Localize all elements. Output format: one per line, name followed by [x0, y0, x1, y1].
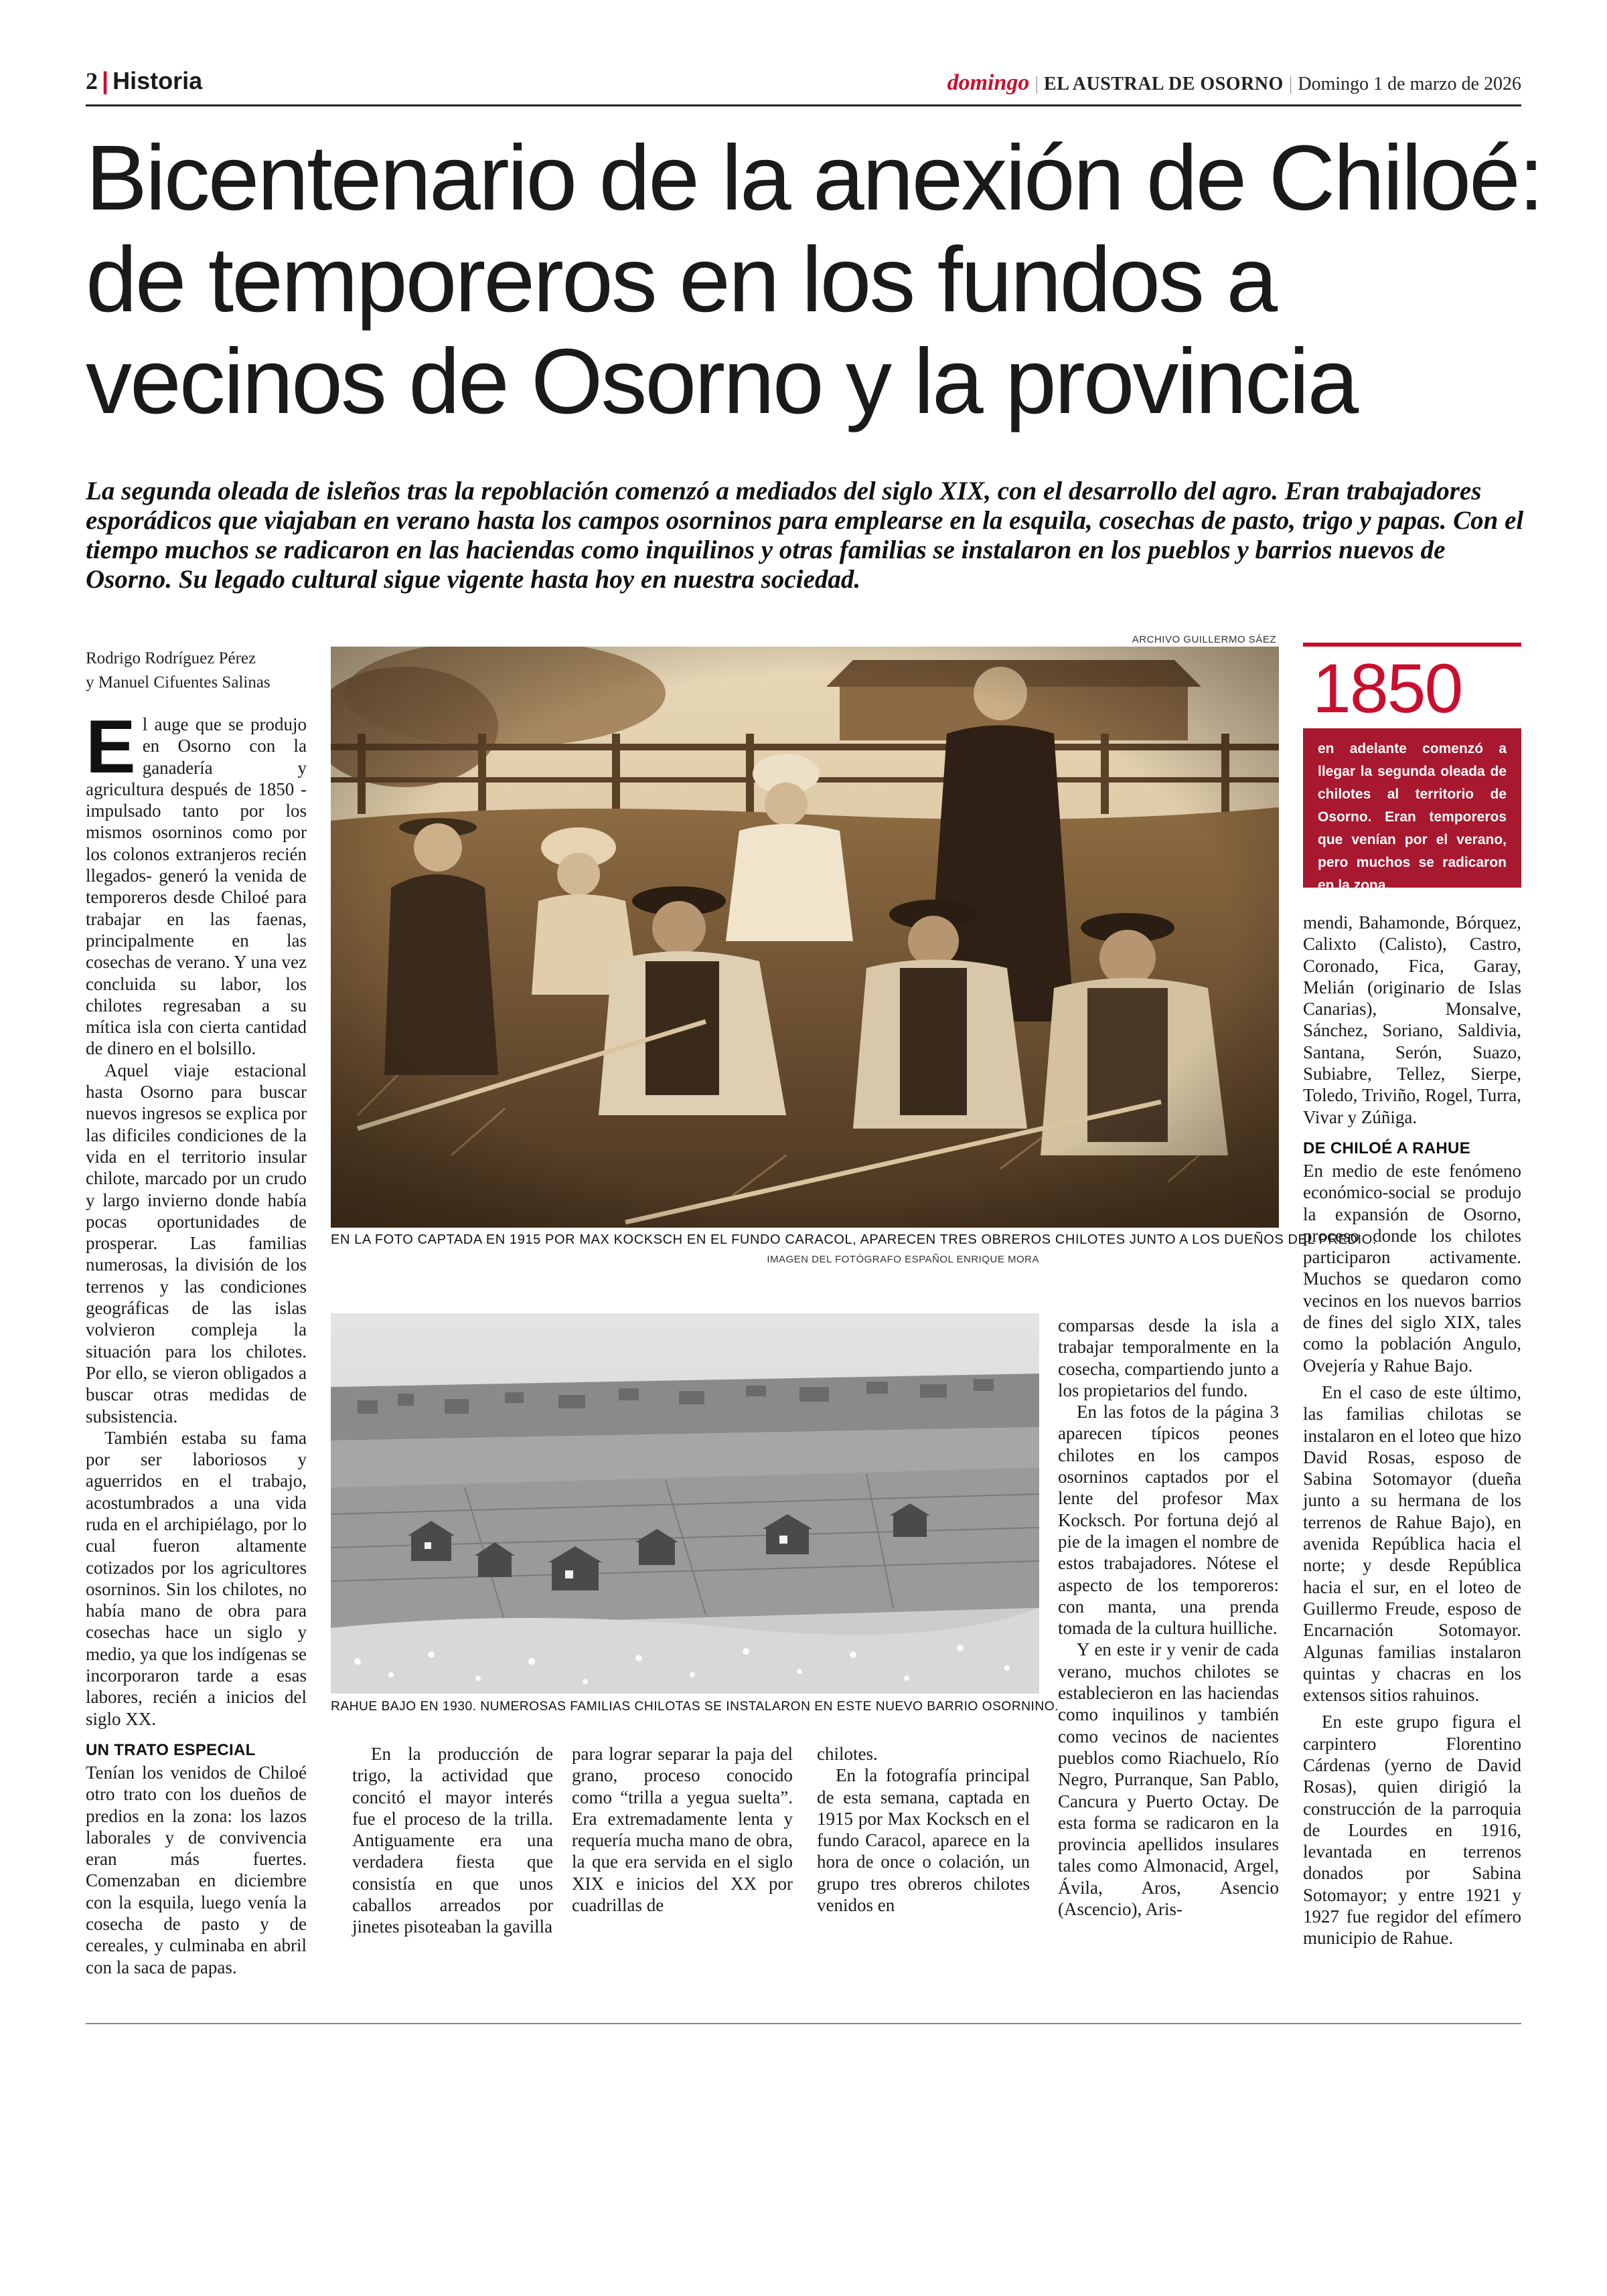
author-name: Rodrigo Rodríguez Pérez [86, 649, 256, 667]
paragraph: En la fotografía principal de esta semana, captada en 1915 por Max Kocksch en el fundo Caracol, aparece en la hora de once o colación, un grupo tres obreros chilotes venidos en [817, 1765, 1030, 1916]
subheading: DE CHILOÉ A RAHUE [1303, 1139, 1470, 1157]
sepia-photograph [331, 647, 1279, 1228]
photo-rahue-1930 [331, 1313, 1039, 1694]
paragraph: l auge que se produjo en Osorno con la ganadería y agricultura después de 1850 -impulsado tanto por los mismos osorninos como por los colonos extranjeros recién llegados- generó la venida de temporeros desde Chiloé para trabajar en las faenas, principalmente en las cosechas de verano. Y una vez concluida su labor, los chilotes regresaban a su mítica isla con cierta cantidad de dinero en el bolsillo. [86, 714, 307, 1059]
paragraph: En este grupo figura el carpintero Florentino Cárdenas (yerno de David Rosas), quien dirigió la construcción de la parroquia de Lourdes en 1916, levantada en terrenos donados por Sabina Sotomayor; y entre 1921 y 1927 fue regidor del efímero municipio de Rahue. [1303, 1712, 1521, 1949]
drop-cap: E [86, 705, 136, 789]
newspaper-name: EL AUSTRAL DE OSORNO [1044, 74, 1284, 94]
article-column-5 [1058, 1315, 1279, 1920]
section-name: Historia [112, 67, 203, 94]
section-label [86, 64, 202, 98]
publication-info [947, 70, 1521, 98]
subheading: UN TRATO ESPECIAL [86, 1740, 256, 1759]
header-rule [86, 104, 1521, 106]
photo-caption: RAHUE BAJO EN 1930. NUMEROSAS FAMILIAS CHILOTAS SE INSTALARON EN ESTE NUEVO BARRIO OSORNINO. [331, 1700, 1059, 1714]
folio-divider: | [102, 67, 109, 94]
paragraph: En las fotos de la página 3 aparecen típicos peones chilotes en los campos osorninos captados por el lente del profesor Max Kocksch. Por fortuna dejó al pie de la imagen el nombre de estos trabajadores. Nótese el aspecto de los temporeros: con manta, una prenda tomada de la cultura huilliche. [1058, 1402, 1279, 1639]
paragraph: Y en este ir y venir de cada verano, muchos chilotes se establecieron en las haciendas como inquilinos y también como vecinos de nacientes pueblos como Riachuelo, Río Negro, Purranque, San Pablo, Cancura y Puerto Octay. De esta forma se radicaron en la provincia apellidos insulares tales como Almonacid, Argel, Ávila, Aros, Asencio (Ascencio), Aris- [1058, 1639, 1279, 1920]
photo-credit: IMAGEN DEL FOTÓGRAFO ESPAÑOL ENRIQUE MORA [767, 1254, 1039, 1265]
paragraph: En el caso de este último, las familias chilotas se instalaron en el loteo que hizo David Rosas, esposo de Sabina Sotomayor (dueña junto a su hermana de los terrenos de Rahue Bajo), en avenida República hacia el norte; y desde República hacia el sur, en el loteo de Guillermo Freude, esposo de Encarnación Sotomayor. Algunas familias instalaron quintas y chacras en los extensos sitios rahuinos. [1303, 1382, 1521, 1706]
article-column-6 [1303, 912, 1521, 1949]
brand-name: domingo [947, 70, 1030, 95]
article-column-2 [352, 1743, 553, 1938]
article-deck: La segunda oleada de isleños tras la repoblación comenzó a mediados del siglo XIX, con el desarrollo del agro. Eran trabajadores esporádicos que viajaban en verano hasta los campos osorninos para emplearse en la esquila, cosechas de pasto, trigo y papas. Con el tiempo muchos se radicaron en las haciendas como inquilinos y otras familias se instalaron en los pueblos y barrios nuevos de Osorno. Su legado cultural sigue vigente hasta hoy en nuestra sociedad. [86, 477, 1524, 594]
article-column-4 [817, 1743, 1030, 1916]
folio-separator: | [1288, 74, 1293, 94]
paragraph: En medio de este fenómeno económico-social se produjo la expansión de Osorno, proceso donde los chilotes participaron activamente. Muchos se quedaron como vecinos en los nuevos barrios de fines del siglo XIX, tales como la población Angulo, Ovejería y Rahue Bajo. [1303, 1160, 1521, 1376]
issue-date: Domingo 1 de marzo de 2026 [1298, 74, 1521, 94]
headline-line: vecinos de Osorno y la provincia [86, 330, 1357, 433]
byline [86, 647, 340, 695]
paragraph: chilotes. [817, 1744, 878, 1764]
paragraph: comparsas desde la isla a trabajar temporalmente en la cosecha, compartiendo junto a los propietarios del fundo. [1058, 1315, 1279, 1400]
photo-harvest-1915 [331, 647, 1279, 1228]
fact-box [1303, 643, 1521, 893]
article-headline [86, 127, 1543, 433]
paragraph: para lograr separar la paja del grano, proceso conocido como “trilla a yegua suelta”. Era extremadamente lenta y requería mucha mano de obra, la que era servida en el siglo XIX e inicios del XX por cuadrillas de [572, 1744, 793, 1916]
fact-box-rule [1303, 643, 1521, 647]
article-column-1 [86, 705, 307, 1978]
page-number: 2 [86, 68, 98, 94]
folio-separator: | [1035, 74, 1039, 94]
headline-line: de temporeros en los fundos a [86, 228, 1276, 331]
photo-credit: ARCHIVO GUILLERMO SÁEZ [1132, 634, 1276, 645]
article-column-3 [572, 1743, 793, 1916]
bw-photograph [331, 1313, 1039, 1694]
fact-box-text: en adelante comenzó a llegar la segunda oleada de chilotes al territorio de Osorno. Eran temporeros que venían por el verano, pero muchos se radicaron en la zona. [1303, 728, 1521, 888]
page-folio [86, 64, 1521, 104]
paragraph: En la producción de trigo, la actividad que concitó el mayor interés fue el proceso de la trilla. Antiguamente era una verdadera fiesta que consistía en que unos caballos arreados por jinetes pisoteaban la gavilla [352, 1744, 553, 1937]
footer-rule [86, 2023, 1521, 2024]
fact-box-year: 1850 [1312, 650, 1462, 728]
paragraph: mendi, Bahamonde, Bórquez, Calixto (Calisto), Castro, Coronado, Fica, Garay, Melián (originario de Islas Canarias), Monsalve, Sánchez, Soriano, Saldivia, Santana, Serón, Suazo, Subiabre, Tellez, Sierpe, Toledo, Triviño, Rogel, Turra, Vivar y Zúñiga. [1303, 912, 1521, 1127]
headline-line: Bicentenario de la anexión de Chiloé: [86, 127, 1543, 230]
paragraph: También estaba su fama por ser laboriosos y aguerridos en el trabajo, acostumbrados a una vida ruda en el archipiélago, por lo cual fueron altamente cotizados por los agricultores osorninos. Sin los chilotes, no había mano de obra para cosechas hace un siglo y medio, ya que los indígenas se incorporaron tarde a esas labores, recién a inicios del siglo XX. [86, 1427, 307, 1729]
paragraph: Aquel viaje estacional hasta Osorno para buscar nuevos ingresos se explica por las dificiles condiciones de la vida en el territorio insular chilote, marcado por un crudo y largo invierno donde había pocas oportunidades de prosperar. Las familias numerosas, la división de los terrenos y las condiciones geográficas de las islas volvieron compleja la situación para los chilotes. Por ello, se vieron obligados a buscar otras medidas de subsistencia. [86, 1060, 307, 1426]
photo-caption: EN LA FOTO CAPTADA EN 1915 POR MAX KOCKSCH EN EL FUNDO CARACOL, APARECEN TRES OBREROS CHILOTES JUNTO A LOS DUEÑOS DEL PREDIO. [331, 1232, 1377, 1247]
paragraph: Tenían los venidos de Chiloé otro trato con los dueños de predios en la zona: los lazos laborales y de convivencia eran más fuertes. Comenzaban en diciembre con la esquila, luego venía la cosecha de pasto y de cereales, y culminaba en abril con la saca de papas. [86, 1762, 307, 1977]
author-name: y Manuel Cifuentes Salinas [86, 673, 271, 691]
